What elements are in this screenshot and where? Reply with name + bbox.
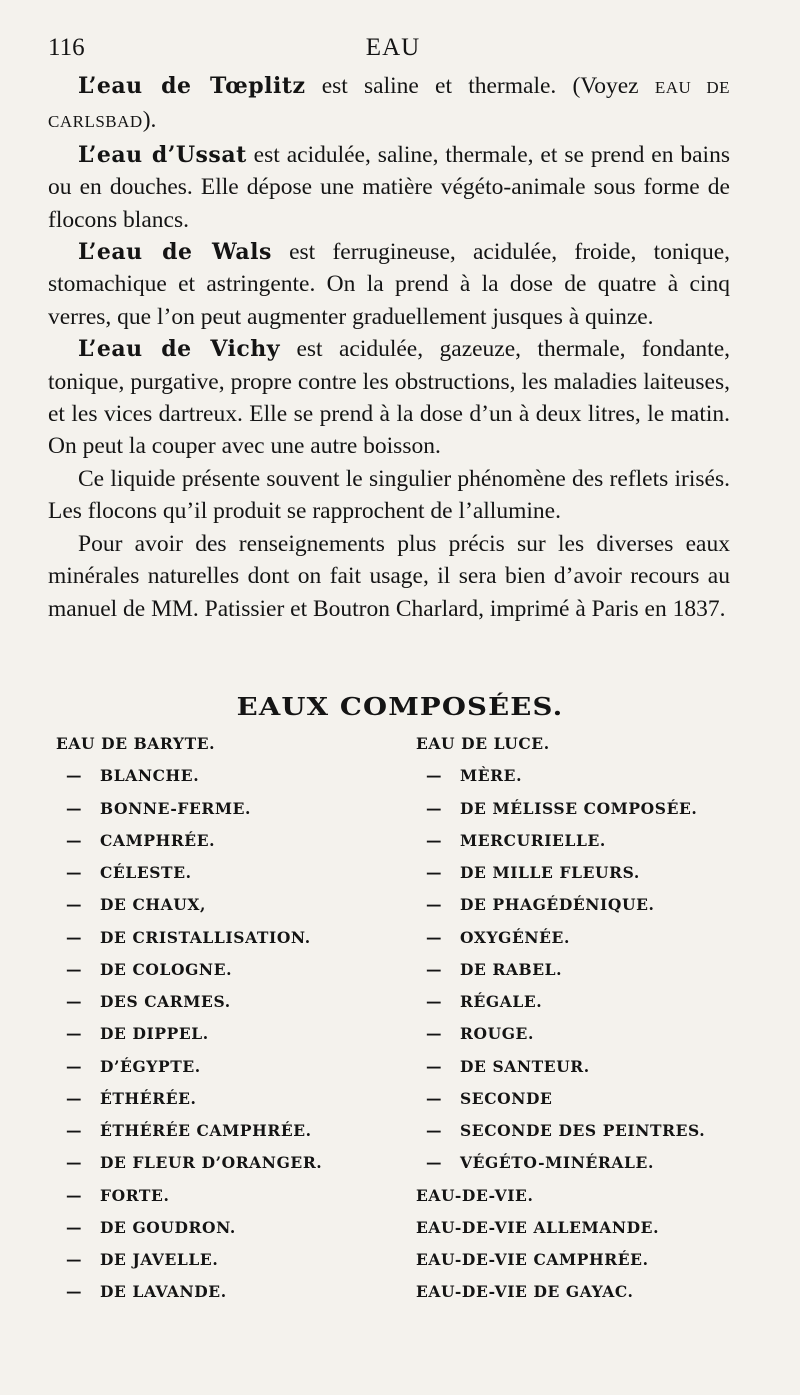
list-item-label: DE GOUDRON. <box>100 1217 236 1237</box>
list-item <box>416 825 746 857</box>
list-item <box>56 1180 406 1212</box>
list-item-label: DES CARMES. <box>100 992 231 1011</box>
list-item-label: DE RABEL. <box>460 959 563 979</box>
paragraph-ussat <box>48 139 730 236</box>
list-item-label: D’ÉGYPTE. <box>100 1056 201 1076</box>
list-item-label: EAU-DE-VIE. <box>416 1185 534 1205</box>
list-item <box>56 954 406 986</box>
cross-reference: EAU DE CARLSBAD <box>48 78 731 132</box>
body-text <box>48 70 730 625</box>
list-item-label: DE COLOGNE. <box>100 959 233 979</box>
left-column-list <box>56 728 406 1309</box>
ditto-dash: — <box>66 1088 83 1108</box>
list-item <box>56 825 406 857</box>
list-item <box>416 760 746 792</box>
ditto-dash: — <box>66 1250 83 1269</box>
paragraph-text: Pour avoir des renseignements plus précis sur les diverses eaux minérales naturelles dont on fait usage, il sera bien d’avoir recours au manuel de MM. Patissier et Boutron Charlard, imprimé à Paris en 1837. <box>48 530 730 622</box>
list-item <box>416 1018 746 1050</box>
list-item-label: ROUGE. <box>460 1024 534 1044</box>
ditto-dash: — <box>426 863 443 882</box>
ditto-dash: — <box>426 798 443 818</box>
list-item <box>416 954 746 986</box>
list-item-label: BLANCHE. <box>100 766 200 786</box>
ditto-dash: — <box>426 1121 443 1140</box>
list-item-label: SECONDE <box>460 1088 553 1108</box>
list-item-label: RÉGALE. <box>460 992 543 1011</box>
list-item <box>56 1083 406 1115</box>
list-item-label: DE SANTEUR. <box>460 1056 590 1076</box>
paragraph-text: est saline et thermale. (Voyez <box>305 73 655 99</box>
ditto-dash: — <box>66 1185 83 1205</box>
paragraph-tail: ). <box>142 107 157 134</box>
list-item-label: EAU DE LUCE. <box>416 734 550 753</box>
paragraph-renseignements <box>48 528 730 625</box>
right-column-list <box>416 728 746 1309</box>
list-item <box>416 857 746 889</box>
ditto-dash: — <box>66 1217 83 1237</box>
paragraph-text: est ferrugineuse, acidulée, froide, tonique, stomachique et astringente. On la prend à la dose de quatre à cinq verres, que l’on peut augmenter graduellement jusques à quinze. <box>48 239 730 330</box>
list-item <box>56 922 406 954</box>
ditto-dash: — <box>66 766 83 786</box>
list-item-label: DE LAVANDE. <box>100 1282 227 1302</box>
ditto-dash: — <box>426 992 443 1011</box>
list-item <box>56 1147 406 1179</box>
list-item <box>416 793 746 825</box>
ditto-dash: — <box>426 1056 443 1076</box>
list-item-label: DE MILLE FLEURS. <box>460 863 640 882</box>
entry-name: L’eau de Wals <box>78 239 272 266</box>
ditto-dash: — <box>66 1121 83 1140</box>
list-item <box>56 986 406 1018</box>
list-item-label: VÉGÉTO-MINÉRALE. <box>460 1153 654 1173</box>
list-item-label: DE DIPPEL. <box>100 1024 209 1044</box>
list-item-label: BONNE-FERME. <box>100 798 252 818</box>
list-item-label: CAMPHRÉE. <box>100 830 216 850</box>
section-title: EAUX COMPOSÉES. <box>236 692 564 721</box>
list-item-label: FORTE. <box>100 1185 170 1205</box>
list-item <box>56 793 406 825</box>
entry-name: L’eau de Vichy <box>78 336 281 363</box>
list-item-label: MERCURIELLE. <box>460 830 606 850</box>
ditto-dash: — <box>426 927 443 947</box>
list-item <box>416 986 746 1018</box>
list-item-label: EAU-DE-VIE CAMPHRÉE. <box>416 1250 649 1269</box>
running-head: EAU <box>365 34 421 61</box>
ditto-dash: — <box>426 766 443 786</box>
ditto-dash: — <box>66 959 83 979</box>
list-item <box>416 1051 746 1083</box>
ditto-dash: — <box>66 895 83 915</box>
list-item <box>56 1051 406 1083</box>
page-header <box>48 34 738 68</box>
list-item <box>416 1083 746 1115</box>
list-item-label: EAU-DE-VIE DE GAYAC. <box>416 1282 634 1302</box>
ditto-dash: — <box>426 1153 443 1173</box>
ditto-dash: — <box>66 1153 83 1173</box>
paragraph-text: est acidulée, saline, thermale, et se prend en bains ou en douches. Elle dépose une matière végéto-animale sous forme de flocons blancs. <box>48 141 730 233</box>
list-item <box>56 1018 406 1050</box>
entry-name: L’eau d’Ussat <box>78 141 247 168</box>
list-item <box>416 889 746 921</box>
list-item-label: OXYGÉNÉE. <box>460 927 570 947</box>
list-item <box>56 760 406 792</box>
list-item-label: ÉTHÉRÉE CAMPHRÉE. <box>100 1121 312 1140</box>
ditto-dash: — <box>66 1024 83 1044</box>
paragraph-wals <box>48 236 730 333</box>
ditto-dash: — <box>66 1282 83 1302</box>
list-item-label: DE CHAUX, <box>100 895 206 915</box>
page-number: 116 <box>48 34 85 61</box>
list-item-label: DE JAVELLE. <box>100 1250 219 1269</box>
list-item-label: SECONDE DES PEINTRES. <box>460 1121 706 1140</box>
list-item-label: DE FLEUR D’ORANGER. <box>100 1153 323 1173</box>
list-item-label: CÉLESTE. <box>100 863 192 882</box>
list-item <box>56 889 406 921</box>
ditto-dash: — <box>66 830 83 850</box>
list-item <box>416 1147 746 1179</box>
list-item <box>416 1276 746 1308</box>
list-item-label: DE CRISTALLISATION. <box>100 927 311 947</box>
list-item <box>56 1276 406 1308</box>
ditto-dash: — <box>66 1056 83 1076</box>
list-item <box>416 1180 746 1212</box>
list-item <box>416 922 746 954</box>
list-item <box>56 728 406 760</box>
ditto-dash: — <box>426 895 443 915</box>
paragraph-toeplitz <box>48 70 730 139</box>
entry-name: L’eau de Tœplitz <box>78 73 306 99</box>
list-item-label: DE PHAGÉDÉNIQUE. <box>460 895 655 915</box>
ditto-dash: — <box>426 959 443 979</box>
list-item-label: ÉTHÉRÉE. <box>100 1088 197 1108</box>
ditto-dash: — <box>426 830 443 850</box>
list-item-label: MÈRE. <box>460 766 523 786</box>
paragraph-text: est acidulée, gazeuze, thermale, fondante, tonique, purgative, propre contre les obstructions, les maladies laiteuses, et les vices dartreux. Elle se prend à la dose d’un à deux litres, le matin. On peut la couper avec une autre boisson. <box>48 336 730 460</box>
ditto-dash: — <box>426 1024 443 1044</box>
ditto-dash: — <box>426 1088 443 1108</box>
list-item <box>416 1212 746 1244</box>
paragraph-vichy <box>48 333 730 463</box>
ditto-dash: — <box>66 992 83 1011</box>
list-item <box>56 1244 406 1276</box>
list-item <box>416 1244 746 1276</box>
list-item <box>416 1115 746 1147</box>
list-item <box>56 1115 406 1147</box>
paragraph-text: Ce liquide présente souvent le singulier phénomène des reflets irisés. Les flocons qu’il produit se rapprochent de l’allumine. <box>48 465 730 525</box>
list-item-label: EAU DE BARYTE. <box>56 734 216 753</box>
list-item-label: EAU-DE-VIE ALLEMANDE. <box>416 1217 660 1237</box>
list-item <box>56 857 406 889</box>
ditto-dash: — <box>66 927 83 947</box>
list-item <box>416 728 746 760</box>
list-item-label: DE MÉLISSE COMPOSÉE. <box>460 798 698 818</box>
ditto-dash: — <box>66 798 83 818</box>
paragraph-reflets <box>48 463 730 528</box>
ditto-dash: — <box>66 863 83 882</box>
list-item <box>56 1212 406 1244</box>
